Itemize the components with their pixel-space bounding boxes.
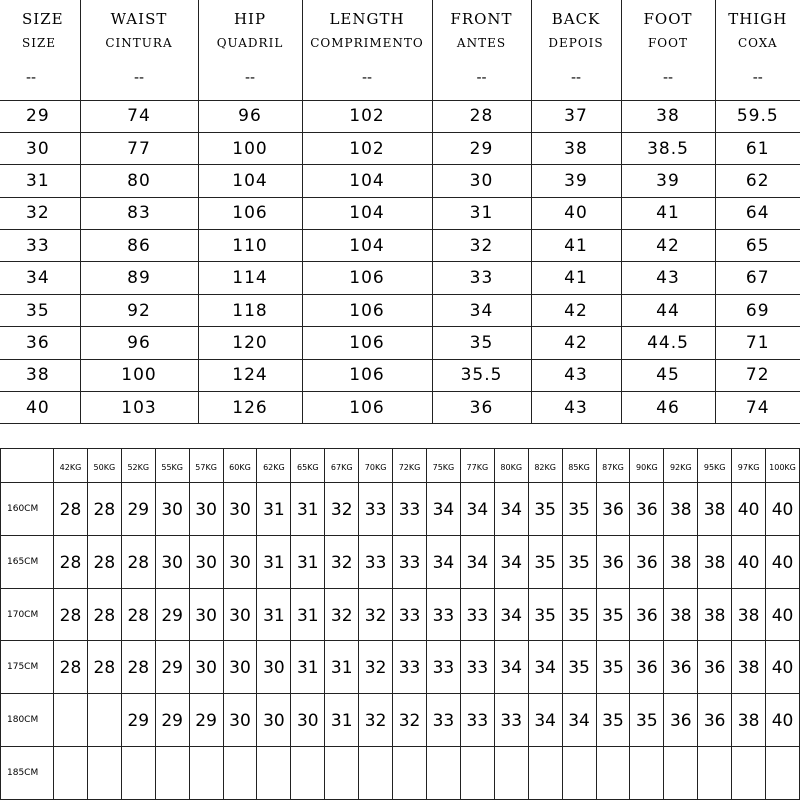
recommended-size-cell: 35 <box>562 641 596 694</box>
recommended-size-cell: 38 <box>664 535 698 588</box>
recommended-size-cell <box>528 747 562 800</box>
recommended-size-cell: 35 <box>596 588 630 641</box>
weight-header-cell: 67KG <box>325 449 359 483</box>
weight-height-size-table <box>0 448 800 800</box>
header-back: BACK DEPOIS -- <box>531 0 621 100</box>
size-table-cell: 67 <box>715 262 800 294</box>
recommended-size-cell: 33 <box>359 535 393 588</box>
weight-header-cell: 90KG <box>630 449 664 483</box>
size-table-header-row <box>0 0 800 100</box>
recommended-size-cell: 33 <box>460 588 494 641</box>
recommended-size-cell <box>426 747 460 800</box>
recommended-size-cell: 30 <box>155 535 189 588</box>
recommended-size-cell: 33 <box>426 694 460 747</box>
recommended-size-cell: 33 <box>426 641 460 694</box>
weight-header-cell: 100KG <box>766 449 800 483</box>
height-label: 185CM <box>1 747 54 800</box>
recommended-size-cell: 28 <box>87 483 121 536</box>
recommended-size-cell: 34 <box>528 641 562 694</box>
height-label: 170CM <box>1 588 54 641</box>
size-table-cell: 106 <box>302 359 432 391</box>
recommended-size-cell: 30 <box>257 641 291 694</box>
recommended-size-cell: 33 <box>460 694 494 747</box>
recommended-size-cell: 32 <box>359 641 393 694</box>
recommended-size-cell <box>189 747 223 800</box>
recommended-size-cell <box>257 747 291 800</box>
recommended-size-cell: 38 <box>732 694 766 747</box>
size-table-cell: 126 <box>198 392 302 424</box>
recommended-size-cell: 32 <box>325 535 359 588</box>
weight-header-cell: 42KG <box>54 449 88 483</box>
weight-header-cell: 80KG <box>494 449 528 483</box>
weight-header-cell: 60KG <box>223 449 257 483</box>
size-table-row <box>0 230 800 262</box>
recommended-size-cell: 28 <box>54 588 88 641</box>
size-table-cell: 40 <box>531 197 621 229</box>
recommended-size-cell: 38 <box>732 641 766 694</box>
recommended-size-cell: 34 <box>528 694 562 747</box>
size-table-row <box>0 327 800 359</box>
recommended-size-cell: 33 <box>393 535 427 588</box>
size-table-cell: 96 <box>198 100 302 132</box>
size-table-cell: 43 <box>531 392 621 424</box>
size-table-cell: 28 <box>432 100 531 132</box>
size-table-cell: 30 <box>0 132 80 164</box>
height-label: 175CM <box>1 641 54 694</box>
height-row <box>1 641 800 694</box>
recommended-size-cell <box>766 747 800 800</box>
recommended-size-cell: 40 <box>766 535 800 588</box>
weight-header-cell: 65KG <box>291 449 325 483</box>
recommended-size-cell: 34 <box>426 535 460 588</box>
size-table-cell: 29 <box>432 132 531 164</box>
size-table-cell: 74 <box>715 392 800 424</box>
weight-header-cell: 57KG <box>189 449 223 483</box>
recommended-size-cell: 38 <box>732 588 766 641</box>
recommended-size-cell: 33 <box>393 588 427 641</box>
recommended-size-cell: 40 <box>732 535 766 588</box>
recommended-size-cell: 28 <box>54 483 88 536</box>
size-table-cell: 92 <box>80 294 198 326</box>
size-table-row <box>0 197 800 229</box>
weight-header-cell: 50KG <box>87 449 121 483</box>
size-table-cell: 104 <box>198 165 302 197</box>
recommended-size-cell: 33 <box>359 483 393 536</box>
header-size: SIZE SIZE -- <box>0 0 80 100</box>
height-row <box>1 694 800 747</box>
header-length: LENGTH COMPRIMENTO -- <box>302 0 432 100</box>
height-row <box>1 535 800 588</box>
size-table-row <box>0 165 800 197</box>
recommended-size-cell <box>54 694 88 747</box>
size-table-cell: 33 <box>432 262 531 294</box>
size-table-cell: 71 <box>715 327 800 359</box>
size-table-row <box>0 100 800 132</box>
recommended-size-cell: 35 <box>562 535 596 588</box>
size-table-cell: 41 <box>621 197 715 229</box>
size-table-cell: 44.5 <box>621 327 715 359</box>
recommended-size-cell <box>291 747 325 800</box>
size-table-row <box>0 392 800 424</box>
size-table-cell: 120 <box>198 327 302 359</box>
size-table-cell: 31 <box>0 165 80 197</box>
size-table-cell: 41 <box>531 262 621 294</box>
size-table-cell: 32 <box>0 197 80 229</box>
recommended-size-cell: 31 <box>291 535 325 588</box>
header-foot: FOOT FOOT -- <box>621 0 715 100</box>
size-table-cell: 36 <box>0 327 80 359</box>
recommended-size-cell: 36 <box>698 694 732 747</box>
size-table-cell: 114 <box>198 262 302 294</box>
recommended-size-cell: 31 <box>291 588 325 641</box>
recommended-size-cell: 28 <box>121 535 155 588</box>
recommended-size-cell: 35 <box>528 535 562 588</box>
recommended-size-cell: 36 <box>664 641 698 694</box>
recommended-size-cell: 29 <box>121 694 155 747</box>
recommended-size-cell: 40 <box>766 588 800 641</box>
recommended-size-cell: 36 <box>698 641 732 694</box>
size-table-cell: 37 <box>531 100 621 132</box>
recommended-size-cell: 34 <box>460 483 494 536</box>
recommended-size-cell: 35 <box>562 588 596 641</box>
height-row <box>1 588 800 641</box>
size-table-cell: 35.5 <box>432 359 531 391</box>
recommended-size-cell <box>121 747 155 800</box>
recommended-size-cell: 32 <box>325 483 359 536</box>
size-table-cell: 64 <box>715 197 800 229</box>
recommended-size-cell: 36 <box>596 483 630 536</box>
size-table-cell: 103 <box>80 392 198 424</box>
size-table-cell: 124 <box>198 359 302 391</box>
size-table-cell: 39 <box>531 165 621 197</box>
recommended-size-cell: 32 <box>393 694 427 747</box>
size-table-cell: 69 <box>715 294 800 326</box>
recommended-size-cell: 28 <box>121 588 155 641</box>
size-table-cell: 106 <box>302 294 432 326</box>
size-table-cell: 102 <box>302 132 432 164</box>
recommended-size-cell <box>87 747 121 800</box>
recommended-size-cell: 34 <box>426 483 460 536</box>
size-table-cell: 72 <box>715 359 800 391</box>
size-table-cell: 110 <box>198 230 302 262</box>
weight-header-cell: 85KG <box>562 449 596 483</box>
height-label: 165CM <box>1 535 54 588</box>
size-table-cell: 104 <box>302 230 432 262</box>
size-table-cell: 59.5 <box>715 100 800 132</box>
recommended-size-cell: 28 <box>87 641 121 694</box>
size-table-cell: 45 <box>621 359 715 391</box>
recommended-size-cell: 36 <box>596 535 630 588</box>
size-table-body <box>0 100 800 424</box>
recommended-size-cell <box>664 747 698 800</box>
height-label: 180CM <box>1 694 54 747</box>
size-table-cell: 33 <box>0 230 80 262</box>
recommended-size-cell: 34 <box>494 588 528 641</box>
recommended-size-cell: 29 <box>189 694 223 747</box>
size-table-cell: 106 <box>302 262 432 294</box>
recommended-size-cell: 40 <box>732 483 766 536</box>
recommended-size-cell: 30 <box>189 641 223 694</box>
recommended-size-cell: 32 <box>359 694 393 747</box>
recommended-size-cell: 40 <box>766 641 800 694</box>
recommended-size-cell: 31 <box>291 641 325 694</box>
recommended-size-cell: 29 <box>121 483 155 536</box>
recommended-size-cell <box>155 747 189 800</box>
recommended-size-cell: 35 <box>528 483 562 536</box>
recommended-size-cell: 29 <box>155 694 189 747</box>
weight-header-row <box>1 449 800 483</box>
size-table-cell: 32 <box>432 230 531 262</box>
header-thigh: THIGH COXA -- <box>715 0 800 100</box>
recommended-size-cell <box>325 747 359 800</box>
size-table-cell: 29 <box>0 100 80 132</box>
size-table-cell: 41 <box>531 230 621 262</box>
recommended-size-cell <box>596 747 630 800</box>
weight-header-cell: 70KG <box>359 449 393 483</box>
recommended-size-cell: 33 <box>393 641 427 694</box>
size-table-cell: 83 <box>80 197 198 229</box>
recommended-size-cell: 35 <box>528 588 562 641</box>
recommended-size-cell: 31 <box>257 535 291 588</box>
recommended-size-cell: 40 <box>766 483 800 536</box>
size-table-cell: 62 <box>715 165 800 197</box>
recommended-size-cell: 30 <box>223 694 257 747</box>
size-table-row <box>0 294 800 326</box>
recommended-size-cell: 28 <box>87 588 121 641</box>
recommended-size-cell: 34 <box>494 483 528 536</box>
recommended-size-cell: 29 <box>155 588 189 641</box>
recommended-size-cell: 36 <box>664 694 698 747</box>
recommended-size-cell: 38 <box>698 588 732 641</box>
recommended-size-cell <box>460 747 494 800</box>
size-table-cell: 106 <box>302 392 432 424</box>
size-table-cell: 34 <box>432 294 531 326</box>
weight-height-body <box>1 483 800 800</box>
recommended-size-cell <box>393 747 427 800</box>
corner-cell <box>1 449 54 483</box>
recommended-size-cell: 34 <box>562 694 596 747</box>
size-table-cell: 106 <box>198 197 302 229</box>
size-table-cell: 89 <box>80 262 198 294</box>
weight-header-cell: 87KG <box>596 449 630 483</box>
size-table-cell: 38 <box>531 132 621 164</box>
recommended-size-cell <box>87 694 121 747</box>
size-table-cell: 35 <box>432 327 531 359</box>
size-table-cell: 65 <box>715 230 800 262</box>
recommended-size-cell: 38 <box>698 483 732 536</box>
weight-header-cell: 82KG <box>528 449 562 483</box>
size-table-cell: 43 <box>621 262 715 294</box>
recommended-size-cell: 33 <box>494 694 528 747</box>
recommended-size-cell: 33 <box>460 641 494 694</box>
size-table-cell: 42 <box>531 294 621 326</box>
recommended-size-cell: 32 <box>359 588 393 641</box>
height-label: 160CM <box>1 483 54 536</box>
size-table-cell: 100 <box>80 359 198 391</box>
size-table-cell: 40 <box>0 392 80 424</box>
size-table-cell: 96 <box>80 327 198 359</box>
size-table-cell: 102 <box>302 100 432 132</box>
recommended-size-cell: 33 <box>393 483 427 536</box>
recommended-size-cell <box>562 747 596 800</box>
size-table-cell: 42 <box>531 327 621 359</box>
size-table-cell: 35 <box>0 294 80 326</box>
recommended-size-cell: 34 <box>494 535 528 588</box>
recommended-size-cell <box>54 747 88 800</box>
size-table-cell: 42 <box>621 230 715 262</box>
size-table-cell: 43 <box>531 359 621 391</box>
size-table-cell: 31 <box>432 197 531 229</box>
recommended-size-cell: 34 <box>460 535 494 588</box>
recommended-size-cell: 38 <box>664 588 698 641</box>
recommended-size-cell: 38 <box>698 535 732 588</box>
recommended-size-cell <box>732 747 766 800</box>
recommended-size-cell: 30 <box>155 483 189 536</box>
recommended-size-cell: 30 <box>189 483 223 536</box>
size-table-cell: 30 <box>432 165 531 197</box>
recommended-size-cell: 31 <box>325 694 359 747</box>
recommended-size-cell: 31 <box>257 588 291 641</box>
size-table-cell: 34 <box>0 262 80 294</box>
size-table-cell: 80 <box>80 165 198 197</box>
weight-header-cell: 92KG <box>664 449 698 483</box>
weight-header-cell: 72KG <box>393 449 427 483</box>
recommended-size-cell: 36 <box>630 588 664 641</box>
recommended-size-cell <box>698 747 732 800</box>
recommended-size-cell: 30 <box>223 535 257 588</box>
size-table-cell: 74 <box>80 100 198 132</box>
recommended-size-cell: 30 <box>223 483 257 536</box>
recommended-size-cell: 30 <box>223 641 257 694</box>
size-table-cell: 46 <box>621 392 715 424</box>
recommended-size-cell: 40 <box>766 694 800 747</box>
recommended-size-cell: 28 <box>54 641 88 694</box>
weight-header-cell: 62KG <box>257 449 291 483</box>
size-table-cell: 38 <box>621 100 715 132</box>
size-table-cell: 104 <box>302 197 432 229</box>
header-front: FRONT ANTES -- <box>432 0 531 100</box>
size-table-cell: 38 <box>0 359 80 391</box>
weight-header-cell: 95KG <box>698 449 732 483</box>
recommended-size-cell: 36 <box>630 535 664 588</box>
recommended-size-cell: 36 <box>630 483 664 536</box>
recommended-size-cell <box>494 747 528 800</box>
size-table-cell: 104 <box>302 165 432 197</box>
recommended-size-cell: 28 <box>54 535 88 588</box>
weight-header-cell: 75KG <box>426 449 460 483</box>
recommended-size-cell: 28 <box>121 641 155 694</box>
size-table-cell: 86 <box>80 230 198 262</box>
recommended-size-cell: 30 <box>189 535 223 588</box>
weight-header-cell: 77KG <box>460 449 494 483</box>
recommended-size-cell: 31 <box>325 641 359 694</box>
weight-header-cell: 52KG <box>121 449 155 483</box>
recommended-size-cell: 31 <box>257 483 291 536</box>
size-table-cell: 106 <box>302 327 432 359</box>
header-waist: WAIST CINTURA -- <box>80 0 198 100</box>
size-table-cell: 118 <box>198 294 302 326</box>
recommended-size-cell <box>223 747 257 800</box>
size-table-cell: 100 <box>198 132 302 164</box>
recommended-size-cell: 30 <box>189 588 223 641</box>
size-table-cell: 44 <box>621 294 715 326</box>
height-row <box>1 747 800 800</box>
recommended-size-cell: 36 <box>630 641 664 694</box>
recommended-size-cell <box>359 747 393 800</box>
recommended-size-cell: 30 <box>257 694 291 747</box>
size-table-cell: 77 <box>80 132 198 164</box>
recommended-size-cell: 31 <box>291 483 325 536</box>
size-table-cell: 38.5 <box>621 132 715 164</box>
recommended-size-cell: 29 <box>155 641 189 694</box>
recommended-size-cell: 35 <box>596 641 630 694</box>
height-row <box>1 483 800 536</box>
size-table-cell: 36 <box>432 392 531 424</box>
size-table-row <box>0 359 800 391</box>
recommended-size-cell: 33 <box>426 588 460 641</box>
weight-header-cell: 55KG <box>155 449 189 483</box>
recommended-size-cell: 28 <box>87 535 121 588</box>
size-table-cell: 39 <box>621 165 715 197</box>
recommended-size-cell: 35 <box>596 694 630 747</box>
recommended-size-cell: 38 <box>664 483 698 536</box>
recommended-size-cell: 30 <box>223 588 257 641</box>
recommended-size-cell: 35 <box>562 483 596 536</box>
recommended-size-cell: 32 <box>325 588 359 641</box>
size-table-row <box>0 262 800 294</box>
recommended-size-cell: 35 <box>630 694 664 747</box>
recommended-size-cell: 34 <box>494 641 528 694</box>
header-hip: HIP QUADRIL -- <box>198 0 302 100</box>
weight-header-cell: 97KG <box>732 449 766 483</box>
size-table-cell: 61 <box>715 132 800 164</box>
recommended-size-cell <box>630 747 664 800</box>
size-table-row <box>0 132 800 164</box>
recommended-size-cell: 30 <box>291 694 325 747</box>
